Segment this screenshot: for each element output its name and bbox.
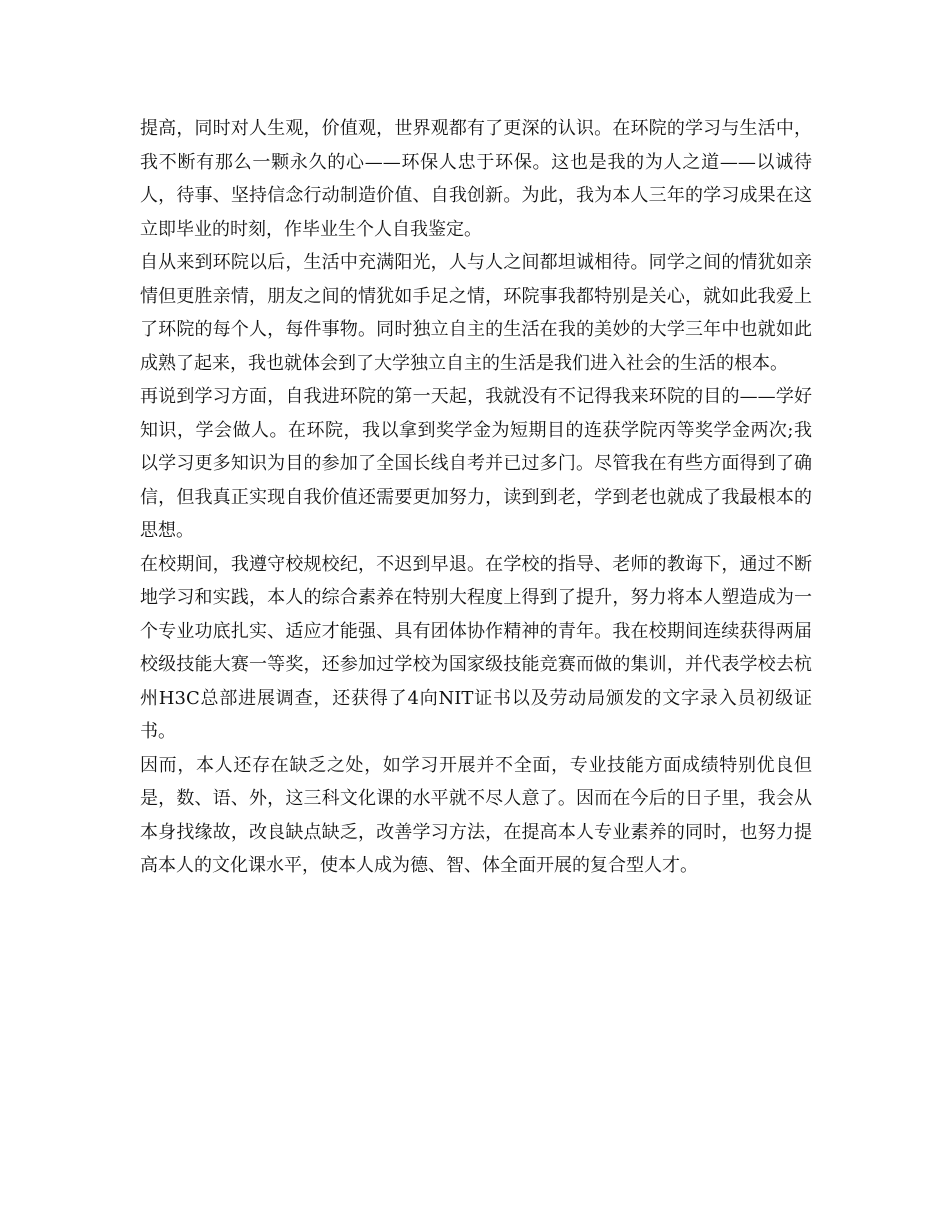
paragraph-3: 再说到学习方面，自我进环院的第一天起，我就没有不记得我来环院的目的——学好知识，学会做人。在环院，我以拿到奖学金为短期目的连获学院丙等奖学金两次;我以学习更多知识为目的参加了全国长线自考并已过多门。尽管我在有些方面得到了确信，但我真正实现自我价值还需要更加努力，读到到老，学到老也就成了我最根本的思想。 [140,386,812,541]
document-body [140,112,812,883]
paragraph-4: 在校期间，我遵守校规校纪，不迟到早退。在学校的指导、老师的教诲下，通过不断地学习和实践，本人的综合素养在特别大程度上得到了提升，努力将本人塑造成为一个专业功底扎实、适应才能强、具有团体协作精神的青年。我在校期间连续获得两届校级技能大赛一等奖，还参加过学校为国家级技能竞赛而做的集训，并代表学校去杭州H3C总部进展调查，还获得了4向NIT证书以及劳动局颁发的文字录入员初级证书。 [140,553,812,742]
paragraph-1: 提高，同时对人生观，价值观，世界观都有了更深的认识。在环院的学习与生活中，我不断有那么一颗永久的心——环保人忠于环保。这也是我的为人之道——以诚待人，待事、坚持信念行动制造价值、自我创新。为此，我为本人三年的学习成果在这立即毕业的时刻，作毕业生个人自我鉴定。 [140,118,812,240]
paragraph-2: 自从来到环院以后，生活中充满阳光，人与人之间都坦诚相待。同学之间的情犹如亲情但更胜亲情，朋友之间的情犹如手足之情，环院事我都特别是关心，就如此我爱上了环院的每个人，每件事物。同时独立自主的生活在我的美妙的大学三年中也就如此成熟了起来，我也就体会到了大学独立自主的生活是我们进入社会的生活的根本。 [140,252,812,374]
paragraph-5: 因而，本人还存在缺乏之处，如学习开展并不全面，专业技能方面成绩特别优良但是，数、语、外，这三科文化课的水平就不尽人意了。因而在今后的日子里，我会从本身找缘故，改良缺点缺乏，改善学习方法，在提高本人专业素养的同时，也努力提高本人的文化课水平，使本人成为德、智、体全面开展的复合型人才。 [140,754,812,876]
